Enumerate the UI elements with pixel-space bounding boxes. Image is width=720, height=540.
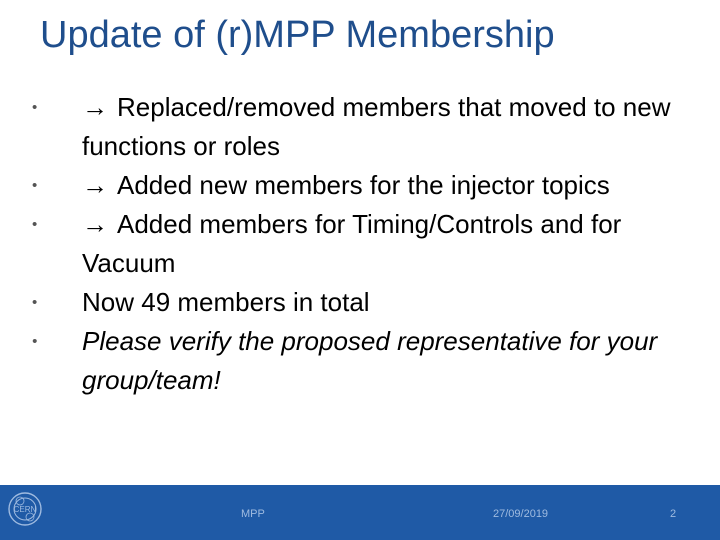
- footer-label: MPP: [241, 508, 265, 520]
- footer-date: 27/09/2019: [493, 508, 549, 520]
- page-number: 2: [670, 508, 677, 520]
- slide-title: Update of (r)MPP Membership: [40, 14, 555, 56]
- bullet-marker: •: [32, 99, 38, 116]
- bullet-item: [0, 205, 720, 283]
- bullet-text: Added members for Timing/Controls and for Vacuum: [82, 209, 622, 278]
- bullet-item: [0, 283, 720, 322]
- bullet-marker: •: [32, 294, 38, 311]
- bullet-item: [0, 322, 720, 400]
- bullet-text: Now 49 members in total: [82, 287, 370, 317]
- bullet-list: [0, 88, 720, 400]
- bullet-marker: •: [32, 216, 38, 233]
- bullet-marker: •: [32, 177, 38, 194]
- bullet-item: [0, 88, 720, 166]
- arrow-icon: →: [82, 170, 108, 200]
- arrow-icon: →: [82, 92, 108, 122]
- bullet-text: Please verify the proposed representative for your group/team!: [82, 326, 658, 395]
- arrow-icon: →: [82, 209, 108, 239]
- cern-logo-text: CERN: [13, 505, 37, 514]
- bullet-text: Replaced/removed members that moved to new functions or roles: [82, 92, 671, 161]
- bullet-marker: •: [32, 333, 38, 350]
- bullet-text: Added new members for the injector topics: [117, 170, 610, 200]
- bullet-item: [0, 166, 720, 205]
- footer-bar: [0, 485, 720, 540]
- cern-logo-icon: [7, 491, 43, 527]
